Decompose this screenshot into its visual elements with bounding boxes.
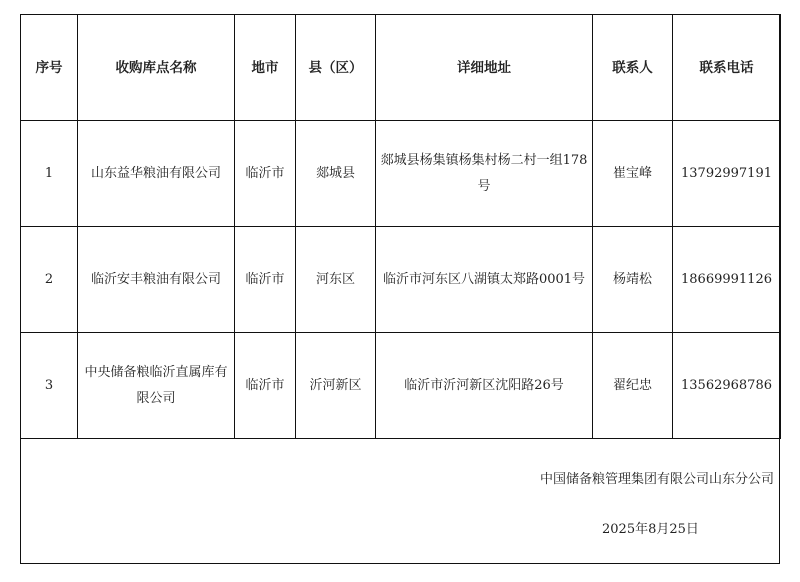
cell-county: 沂河新区 xyxy=(296,333,376,439)
header-no: 序号 xyxy=(21,15,78,121)
table-row xyxy=(21,121,781,227)
cell-city: 临沂市 xyxy=(235,121,296,227)
cell-no: 2 xyxy=(21,227,78,333)
header-city: 地市 xyxy=(235,15,296,121)
table-header-row xyxy=(21,15,781,121)
header-station-name: 收购库点名称 xyxy=(78,15,235,121)
cell-address: 临沂市河东区八湖镇太郑路0001号 xyxy=(376,227,593,333)
cell-phone: 13792997191 xyxy=(673,121,781,227)
cell-county: 河东区 xyxy=(296,227,376,333)
cell-no: 3 xyxy=(21,333,78,439)
issue-date: 2025年8月25日 xyxy=(602,522,699,537)
header-address: 详细地址 xyxy=(376,15,593,121)
header-contact: 联系人 xyxy=(593,15,673,121)
cell-no: 1 xyxy=(21,121,78,227)
header-county: 县（区） xyxy=(296,15,376,121)
cell-address: 郯城县杨集镇杨集村杨二村一组178号 xyxy=(376,121,593,227)
cell-station-name: 山东益华粮油有限公司 xyxy=(78,121,235,227)
cell-city: 临沂市 xyxy=(235,227,296,333)
cell-phone: 13562968786 xyxy=(673,333,781,439)
cell-county: 郯城县 xyxy=(296,121,376,227)
issuer-organization: 中国储备粮管理集团有限公司山东分公司 xyxy=(539,472,774,487)
header-phone: 联系电话 xyxy=(673,15,781,121)
cell-contact: 杨靖松 xyxy=(593,227,673,333)
cell-phone: 18669991126 xyxy=(673,227,781,333)
cell-city: 临沂市 xyxy=(235,333,296,439)
stations-table xyxy=(20,14,781,439)
cell-contact: 翟纪忠 xyxy=(593,333,673,439)
cell-station-name: 临沂安丰粮油有限公司 xyxy=(78,227,235,333)
table-row xyxy=(21,227,781,333)
table-row xyxy=(21,333,781,439)
cell-station-name: 中央储备粮临沂直属库有限公司 xyxy=(78,333,235,439)
cell-contact: 崔宝峰 xyxy=(593,121,673,227)
cell-address: 临沂市沂河新区沈阳路26号 xyxy=(376,333,593,439)
